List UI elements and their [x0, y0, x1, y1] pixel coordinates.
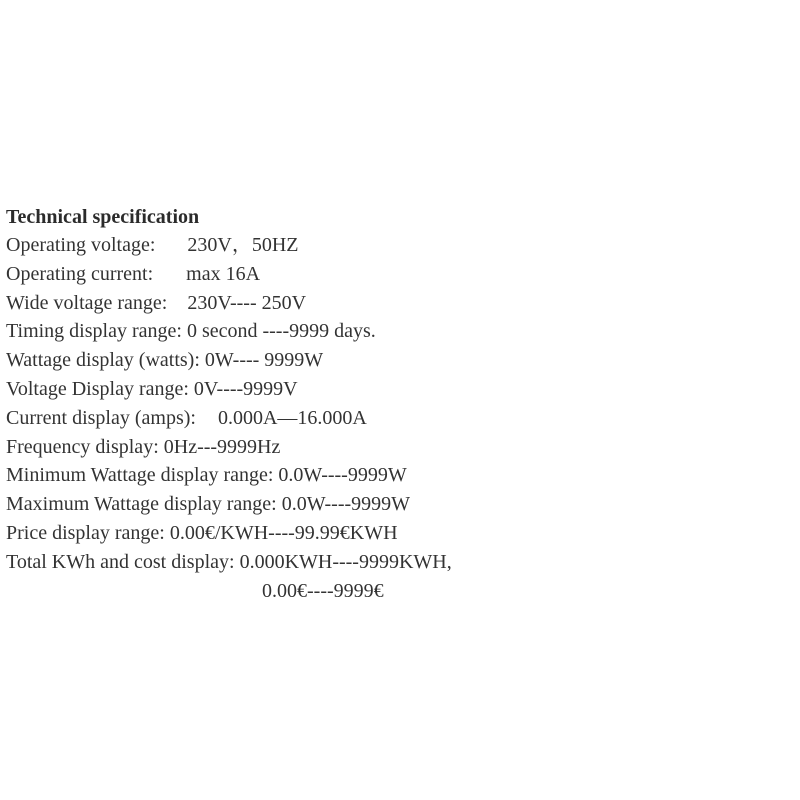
- spec-label: Minimum Wattage display range:: [6, 464, 274, 487]
- spec-line-minimum-wattage-range: [6, 461, 786, 490]
- spec-line-wattage-display: [6, 346, 786, 375]
- spec-line-operating-voltage: [6, 231, 786, 260]
- spec-value: 0.00€/KWH----99.99€KWH: [169, 521, 398, 544]
- spec-value: 0V----9999V: [193, 377, 298, 400]
- spec-label: Timing display range:: [6, 320, 182, 343]
- spec-value: 0W---- 9999W: [204, 349, 324, 372]
- spec-label: Operating current:: [6, 262, 154, 285]
- spec-value: 230V，50HZ: [187, 234, 299, 256]
- spec-label: Wide voltage range:: [6, 291, 168, 314]
- spec-line-cost-continuation: 0.00€----9999€: [262, 579, 384, 602]
- spec-line-voltage-display-range: [6, 375, 786, 404]
- spec-line-timing-display-range: [6, 317, 786, 346]
- spec-value: 230V---- 250V: [187, 291, 307, 314]
- spec-label: Wattage display (watts):: [6, 349, 200, 372]
- spec-line-wide-voltage-range: [6, 289, 786, 318]
- spec-line-frequency-display: [6, 433, 786, 462]
- spec-value: 0Hz---9999Hz: [163, 435, 281, 458]
- spec-line-maximum-wattage-range: [6, 490, 786, 519]
- spec-line-total-kwh-cost: [6, 548, 786, 577]
- spec-value: 0 second ----9999 days.: [186, 320, 376, 343]
- spec-label: Frequency display:: [6, 435, 159, 458]
- technical-specification: [6, 203, 786, 605]
- spec-label: Total KWh and cost display:: [6, 550, 235, 573]
- spec-value: 0.000A—16.000A: [217, 406, 367, 429]
- spec-line-operating-current: [6, 260, 786, 289]
- spec-label: Operating voltage:: [6, 234, 156, 256]
- spec-value: max 16A: [186, 262, 261, 285]
- spec-label: Voltage Display range:: [6, 377, 189, 400]
- spec-title: Technical specification: [6, 206, 200, 228]
- spec-value: 0.000KWH----9999KWH,: [239, 550, 452, 573]
- spec-line-current-display: [6, 404, 786, 433]
- spec-label: Price display range:: [6, 521, 165, 544]
- spec-value: 0.0W----9999W: [278, 464, 407, 487]
- spec-label: Maximum Wattage display range:: [6, 493, 277, 516]
- spec-line-price-display-range: [6, 519, 786, 548]
- spec-label: Current display (amps):: [6, 406, 196, 429]
- spec-value: 0.0W----9999W: [281, 493, 411, 516]
